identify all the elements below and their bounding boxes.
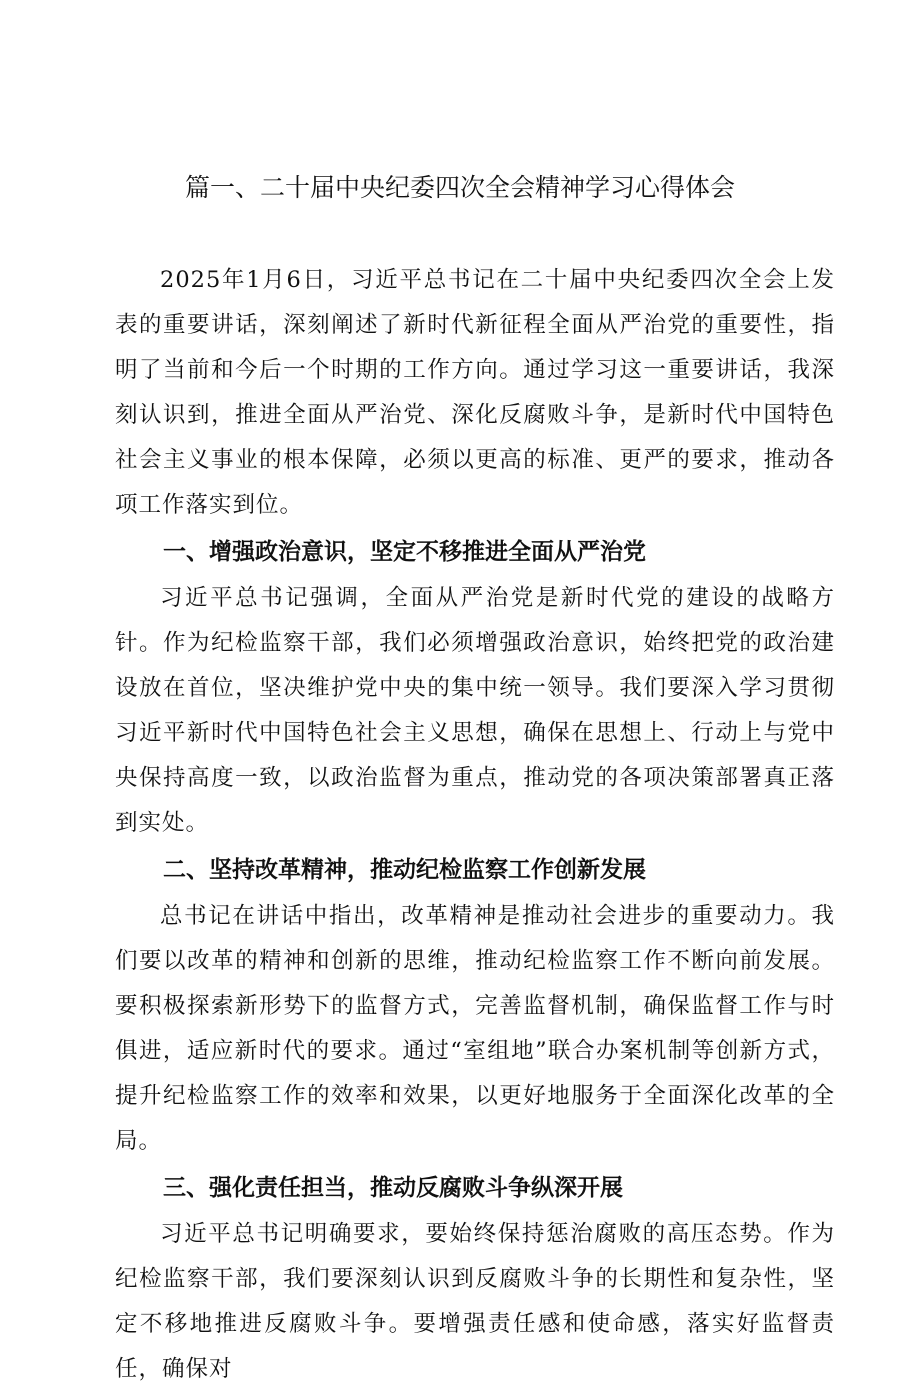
section-1-paragraph: 习近平总书记强调，全面从严治党是新时代党的建设的战略方针。作为纪检监察干部，我们必须增强政治意识，始终把党的政治建设放在首位，坚决维护党中央的集中统一领导。我们要深入学习贯彻习近平新时代中国特色社会主义思想，确保在思想上、行动上与党中央保持高度一致，以政治监督为重点，推动党的各项决策部署真正落到实处。 [115,585,835,836]
section-3-heading: 三、强化责任担当，推动反腐败斗争纵深开展 [163,1175,623,1201]
section-3-paragraph: 习近平总书记明确要求，要始终保持惩治腐败的高压态势。作为纪检监察干部，我们要深刻认识到反腐败斗争的长期性和复杂性，坚定不移地推进反腐败斗争。要增强责任感和使命感，落实好监督责任，确保对 [115,1221,835,1382]
document-title: 篇一、二十届中央纪委四次全会精神学习心得体会 [184,173,735,202]
intro-paragraph: 2025年1月6日，习近平总书记在二十届中央纪委四次全会上发表的重要讲话，深刻阐述了新时代新征程全面从严治党的重要性，指明了当前和今后一个时期的工作方向。通过学习这一重要讲话，我深刻认识到，推进全面从严治党、深化反腐败斗争，是新时代中国特色社会主义事业的根本保障，必须以更高的标准、更严的要求，推动各项工作落实到位。 [115,267,835,518]
document-body [115,258,835,1392]
section-2-paragraph: 总书记在讲话中指出，改革精神是推动社会进步的重要动力。我们要以改革的精神和创新的思维，推动纪检监察工作不断向前发展。要积极探索新形势下的监督方式，完善监督机制，确保监督工作与时俱进，适应新时代的要求。通过“室组地”联合办案机制等创新方式，提升纪检监察工作的效率和效果，以更好地服务于全面深化改革的全局。 [115,903,835,1154]
section-1-heading: 一、增强政治意识，坚定不移推进全面从严治党 [163,539,646,565]
section-2-heading: 二、坚持改革精神，推动纪检监察工作创新发展 [163,857,646,883]
